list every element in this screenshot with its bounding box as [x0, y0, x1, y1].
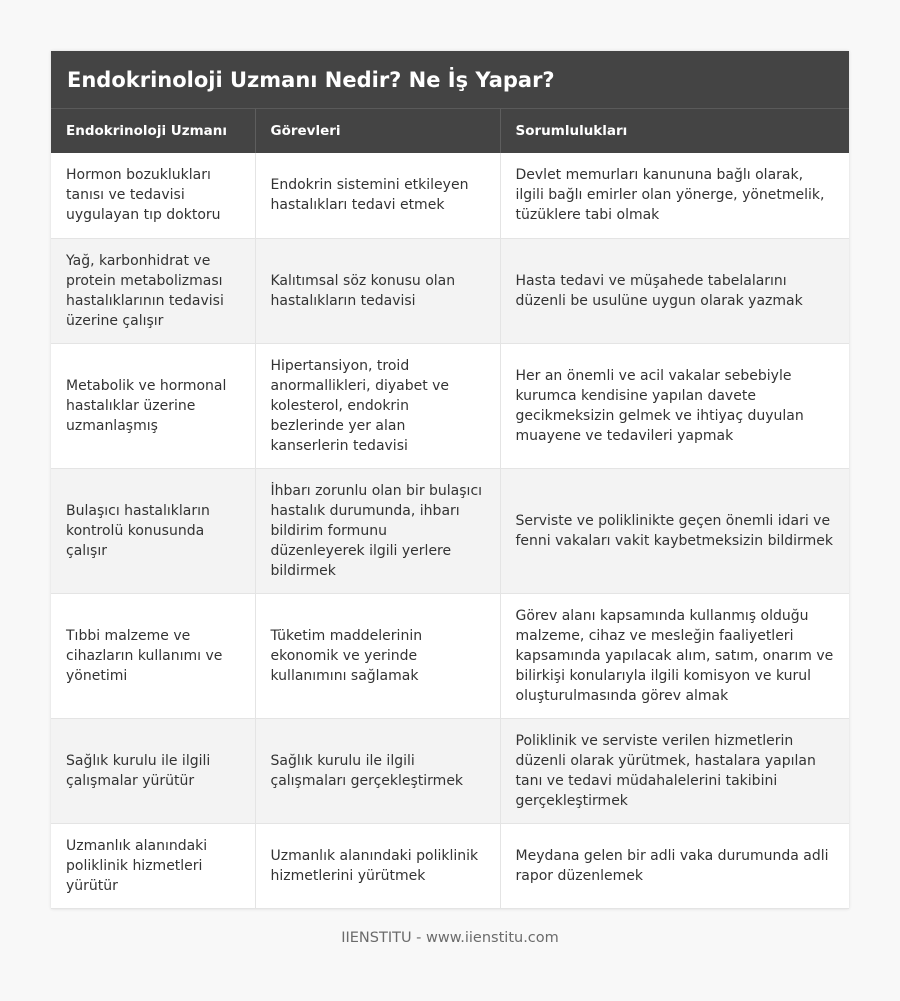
table-cell: Sağlık kurulu ile ilgili çalışmalar yürütür [51, 718, 255, 823]
table-cell: İhbarı zorunlu olan bir bulaşıcı hastalık durumunda, ihbarı bildirim formunu düzenleyerek ilgili yerlere bildirmek [255, 468, 500, 593]
data-table [51, 109, 849, 909]
table-cell: Uzmanlık alanındaki poliklinik hizmetlerini yürütmek [255, 823, 500, 908]
table-cell: Her an önemli ve acil vakalar sebebiyle kurumca kendisine yapılan davete gecikmeksizin gelmek ve ihtiyaç duyulan muayene ve tedavileri yapmak [500, 343, 849, 468]
table-row [51, 823, 849, 908]
column-header: Görevleri [255, 109, 500, 153]
table-cell: Poliklinik ve serviste verilen hizmetlerin düzenli olarak yürütmek, hastalara yapılan tanı ve tedavi müdahalelerini takibini gerçekleştirmek [500, 718, 849, 823]
table-cell: Metabolik ve hormonal hastalıklar üzerine uzmanlaşmış [51, 343, 255, 468]
table-header [51, 109, 849, 153]
table-cell: Tıbbi malzeme ve cihazların kullanımı ve yönetimi [51, 593, 255, 718]
footer-credit: IIENSTITU - www.iienstitu.com [341, 930, 559, 946]
table-cell: Hipertansiyon, troid anormallikleri, diyabet ve kolesterol, endokrin bezlerinde yer alan kanserlerin tedavisi [255, 343, 500, 468]
table-cell: Endokrin sistemini etkileyen hastalıkları tedavi etmek [255, 153, 500, 238]
table-row [51, 593, 849, 718]
page-title: Endokrinoloji Uzmanı Nedir? Ne İş Yapar? [51, 51, 849, 109]
table-row [51, 343, 849, 468]
table-cell: Kalıtımsal söz konusu olan hastalıkların tedavisi [255, 238, 500, 343]
table-cell: Uzmanlık alanındaki poliklinik hizmetleri yürütür [51, 823, 255, 908]
table-cell: Hasta tedavi ve müşahede tabelalarını düzenli be usulüne uygun olarak yazmak [500, 238, 849, 343]
table-cell: Meydana gelen bir adli vaka durumunda adli rapor düzenlemek [500, 823, 849, 908]
table-card [51, 51, 849, 909]
table-cell: Yağ, karbonhidrat ve protein metabolizması hastalıklarının tedavisi üzerine çalışır [51, 238, 255, 343]
column-header: Sorumlulukları [500, 109, 849, 153]
table-cell: Devlet memurları kanununa bağlı olarak, ilgili bağlı emirler olan yönerge, yönetmelik, tüzüklere tabi olmak [500, 153, 849, 238]
table-cell: Sağlık kurulu ile ilgili çalışmaları gerçekleştirmek [255, 718, 500, 823]
table-cell: Hormon bozuklukları tanısı ve tedavisi uygulayan tıp doktoru [51, 153, 255, 238]
table-row [51, 153, 849, 238]
table-cell: Görev alanı kapsamında kullanmış olduğu malzeme, cihaz ve mesleğin faaliyetleri kapsamında yapılacak alım, satım, onarım ve bilirkişi konularıyla ilgili komisyon ve kurul oluşturulmasında görev almak [500, 593, 849, 718]
table-cell: Serviste ve poliklinikte geçen önemli idari ve fenni vakaları vakit kaybetmeksizin bildirmek [500, 468, 849, 593]
table-row [51, 468, 849, 593]
table-row [51, 718, 849, 823]
column-header: Endokrinoloji Uzmanı [51, 109, 255, 153]
table-cell: Tüketim maddelerinin ekonomik ve yerinde kullanımını sağlamak [255, 593, 500, 718]
table-cell: Bulaşıcı hastalıkların kontrolü konusunda çalışır [51, 468, 255, 593]
table-row [51, 238, 849, 343]
